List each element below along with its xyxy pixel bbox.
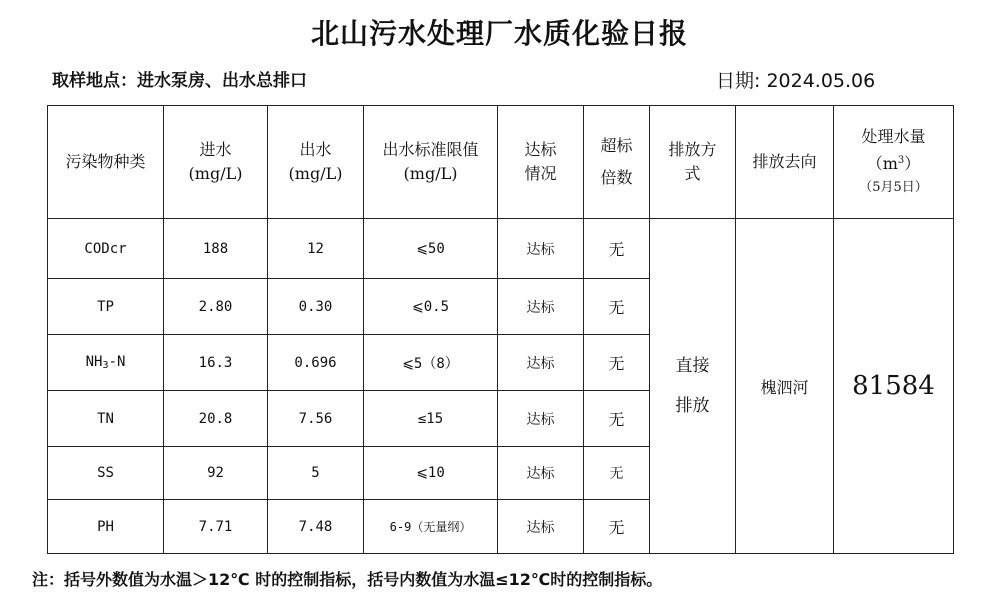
header-exceed: 超标 倍数 bbox=[584, 106, 650, 219]
header-compliance: 达标 情况 bbox=[498, 106, 584, 219]
pollutant-cell: PH bbox=[48, 500, 164, 554]
compliance-cell: 达标 bbox=[498, 500, 584, 554]
water-quality-table bbox=[47, 105, 954, 554]
compliance-cell: 达标 bbox=[498, 447, 584, 500]
inflow-cell: 188 bbox=[164, 219, 268, 279]
limit-cell: ⩽50 bbox=[364, 219, 498, 279]
volume-cell: 81584 bbox=[834, 219, 954, 554]
compliance-cell: 达标 bbox=[498, 279, 584, 335]
pollutant-cell: CODcr bbox=[48, 219, 164, 279]
pollutant-cell: TN bbox=[48, 391, 164, 447]
outflow-cell: 5 bbox=[268, 447, 364, 500]
inflow-cell: 2.80 bbox=[164, 279, 268, 335]
header-row bbox=[48, 106, 954, 219]
limit-cell: ⩽10 bbox=[364, 447, 498, 500]
inflow-cell: 16.3 bbox=[164, 335, 268, 391]
header-limit: 出水标准限值 (mg/L) bbox=[364, 106, 498, 219]
inflow-cell: 20.8 bbox=[164, 391, 268, 447]
header-inflow: 进水 (mg/L) bbox=[164, 106, 268, 219]
pollutant-cell: SS bbox=[48, 447, 164, 500]
outflow-cell: 12 bbox=[268, 219, 364, 279]
exceed-cell: 无 bbox=[584, 447, 650, 500]
compliance-cell: 达标 bbox=[498, 219, 584, 279]
report-title: 北山污水处理厂水质化验日报 bbox=[310, 17, 688, 50]
outflow-cell: 7.48 bbox=[268, 500, 364, 554]
limit-cell: 6-9（无量纲） bbox=[364, 500, 498, 554]
exceed-cell: 无 bbox=[584, 279, 650, 335]
limit-cell: ⩽0.5 bbox=[364, 279, 498, 335]
exceed-cell: 无 bbox=[584, 219, 650, 279]
pollutant-cell: $NH_3-N$ bbox=[48, 335, 164, 391]
outflow-cell: 0.30 bbox=[268, 279, 364, 335]
discharge-dest-cell: 槐泗河 bbox=[736, 219, 834, 554]
footnote: 注：括号外数值为水温＞12℃ 时的控制指标，括号内数值为水温≤12℃时的控制指标。 bbox=[32, 570, 663, 589]
table-row bbox=[48, 219, 954, 279]
header-pollutant: 污染物种类 bbox=[48, 106, 164, 219]
pollutant-cell: TP bbox=[48, 279, 164, 335]
exceed-cell: 无 bbox=[584, 335, 650, 391]
header-outflow: 出水 (mg/L) bbox=[268, 106, 364, 219]
limit-cell: ⩽5（8） bbox=[364, 335, 498, 391]
outflow-cell: 7.56 bbox=[268, 391, 364, 447]
compliance-cell: 达标 bbox=[498, 335, 584, 391]
inflow-cell: 7.71 bbox=[164, 500, 268, 554]
exceed-cell: 无 bbox=[584, 391, 650, 447]
compliance-cell: 达标 bbox=[498, 391, 584, 447]
discharge-mode-cell: 直接 排放 bbox=[650, 219, 736, 554]
sampling-site: 取样地点：进水泵房、出水总排口 bbox=[52, 71, 307, 91]
limit-cell: ≤15 bbox=[364, 391, 498, 447]
report-date: 日期: 2024.05.06 bbox=[716, 70, 876, 92]
inflow-cell: 92 bbox=[164, 447, 268, 500]
exceed-cell: 无 bbox=[584, 500, 650, 554]
header-discharge-mode: 排放方 式 bbox=[650, 106, 736, 219]
header-volume: 处理水量 $(m^3)$ （5月5日） bbox=[834, 106, 954, 219]
header-discharge-dest: 排放去向 bbox=[736, 106, 834, 219]
outflow-cell: 0.696 bbox=[268, 335, 364, 391]
